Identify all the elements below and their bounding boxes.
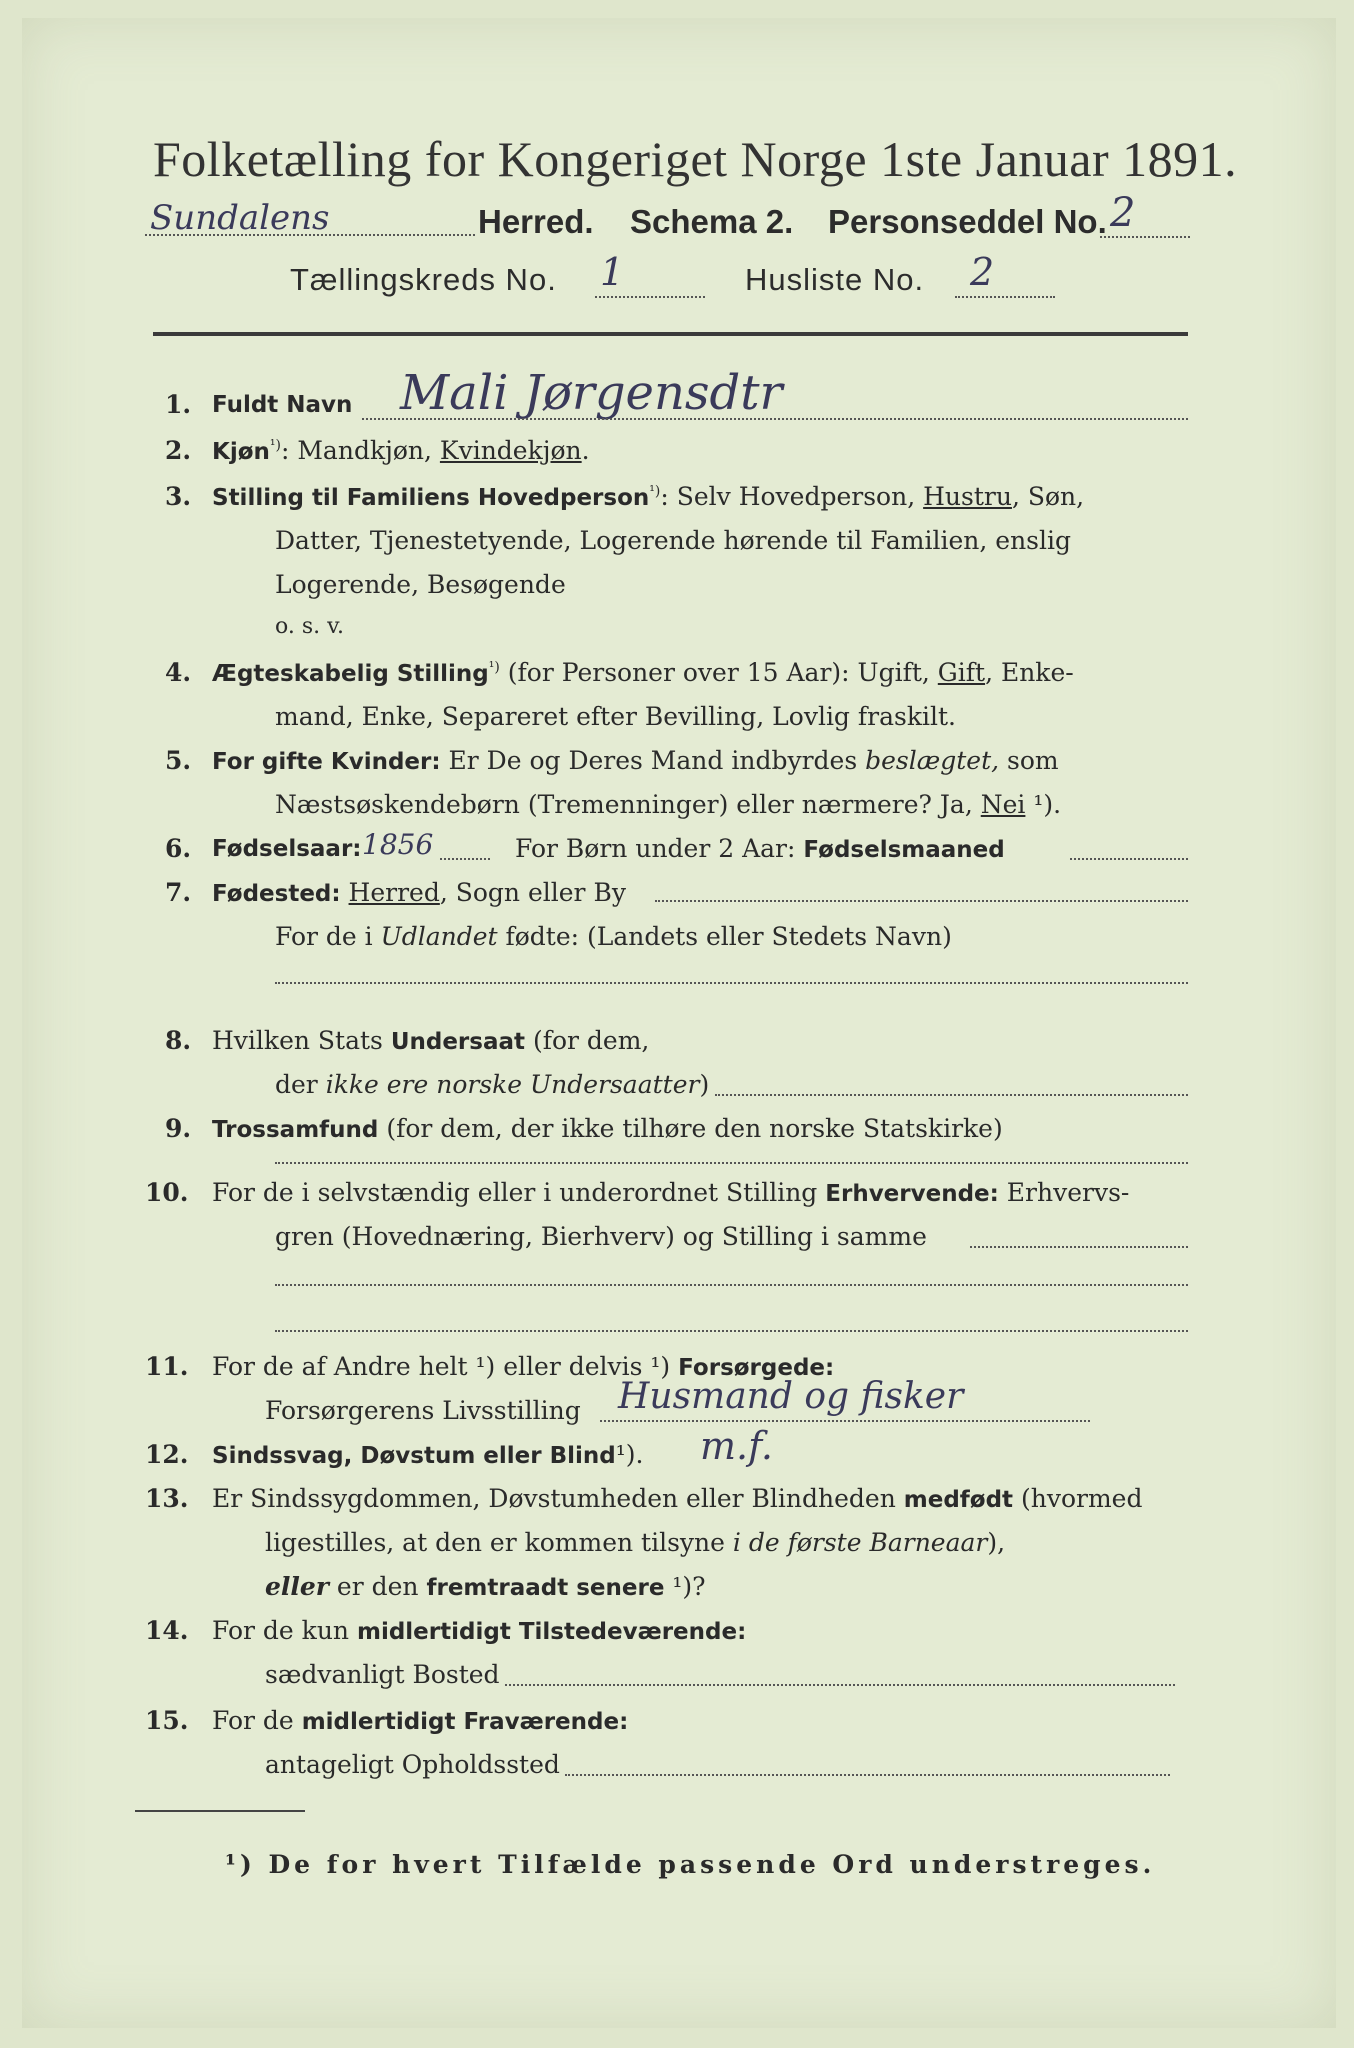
q7-number: 7.	[165, 878, 192, 907]
q1-dotted-line	[362, 418, 1188, 420]
q12-line1	[212, 1440, 644, 1469]
q2-sup: ¹)	[269, 437, 281, 454]
q7-text-a: , Sogn eller By	[439, 878, 626, 907]
q8-italic: ikke ere norske Undersaatter	[325, 1070, 700, 1099]
q9-dotted-line	[275, 1162, 1188, 1164]
q3-line3: Logerende, Besøgende	[275, 570, 566, 599]
q8-number: 8.	[165, 1026, 192, 1055]
personseddel-label: Personseddel No.	[828, 203, 1107, 240]
q2-number: 2.	[165, 436, 192, 465]
q5-line1	[212, 746, 1059, 775]
q6-text-a: For Børn under 2 Aar:	[515, 834, 804, 863]
footnote: ¹) De for hvert Tilfælde passende Ord understreges.	[225, 1850, 1156, 1879]
q14-label: midlertidigt Tilstedeværende:	[356, 1619, 747, 1645]
q3-sup: ¹)	[649, 483, 661, 500]
q6-line-b	[515, 834, 1005, 863]
personseddel-number: 2	[1110, 190, 1136, 236]
taellingskreds-number: 1	[600, 250, 625, 294]
q14-line2: sædvanligt Bosted	[265, 1660, 500, 1689]
husliste-dotted-line	[955, 296, 1055, 298]
q7-dotted-line-1	[655, 900, 1188, 902]
q13-line3	[265, 1572, 706, 1601]
q10-line1	[212, 1178, 1129, 1207]
q9-line1	[212, 1114, 1003, 1143]
q3-underlined: Hustru	[923, 482, 1012, 511]
q11-number: 11.	[145, 1352, 189, 1381]
taellingskreds-dotted-line	[595, 296, 705, 298]
q7-dotted-line-2	[275, 982, 1188, 984]
q4-text-a: (for Personer over 15 Aar): Ugift,	[499, 658, 938, 687]
q5-line2a: Næstsøskendebørn (Tremenninger) eller nærmere? Ja,	[275, 790, 981, 819]
q13-line2	[265, 1528, 1005, 1557]
q13-line3b: er den	[328, 1572, 427, 1601]
q15-text-a: For de	[212, 1706, 302, 1735]
q13-line3c: ¹)?	[664, 1572, 706, 1601]
q8-line2a: der	[275, 1070, 326, 1099]
q10-text-b: Erhvervs-	[998, 1178, 1130, 1207]
q7-line2b: fødte: (Landets eller Stedets Navn)	[497, 922, 952, 951]
q5-line2b: ¹).	[1025, 790, 1062, 819]
q5-text-b: som	[999, 746, 1059, 775]
herred-handwritten: Sundalens	[150, 198, 330, 238]
header-rule	[153, 332, 1188, 336]
q10-label: Erhvervende:	[825, 1181, 999, 1207]
q14-number: 14.	[145, 1616, 189, 1645]
q6-year-dotted-line	[440, 858, 490, 860]
q1-answer-name: Mali Jørgensdtr	[400, 365, 783, 421]
q7-underlined: Herred	[348, 878, 440, 907]
q3-label: Stilling til Familiens Hovedperson	[212, 485, 650, 511]
q8-text-b: (for dem,	[525, 1026, 650, 1055]
q1-label: Fuldt Navn	[212, 392, 353, 418]
q5-label: For gifte Kvinder:	[212, 749, 441, 775]
q10-line2: gren (Hovednæring, Bierhverv) og Stilling i samme	[275, 1222, 927, 1251]
q3-text-a: : Selv Hovedperson,	[660, 482, 924, 511]
q6-number: 6.	[165, 834, 192, 863]
q8-text-a: Hvilken Stats	[212, 1026, 391, 1055]
q13-text-b: (hvormed	[1013, 1484, 1143, 1513]
q7-line1	[212, 878, 626, 907]
q11-answer: Husmand og fisker	[618, 1376, 964, 1417]
q4-number: 4.	[165, 658, 192, 687]
herred-dotted-line	[145, 234, 475, 236]
q1-number: 1.	[165, 390, 192, 419]
q13-number: 13.	[145, 1484, 189, 1513]
q4-label: Ægteskabelig Stilling	[212, 661, 489, 687]
q12-sup: ¹).	[615, 1440, 644, 1469]
q5-underlined: Nei	[980, 790, 1026, 819]
q4-sup: ¹)	[488, 659, 500, 676]
q2-line	[212, 436, 590, 465]
q13-italic: i de første Barneaar	[732, 1528, 988, 1557]
q13-label3: fremtraadt senere	[426, 1575, 665, 1601]
q2-text-b: .	[581, 436, 590, 465]
q12-answer: m.f.	[700, 1424, 773, 1468]
q6-label: Fødselsaar:	[212, 836, 362, 862]
q14-dotted-line	[505, 1684, 1175, 1686]
q9-label: Trossamfund	[212, 1117, 379, 1143]
q14-text-a: For de kun	[212, 1616, 357, 1645]
q5-italic: beslægtet,	[865, 746, 1000, 775]
q3-text-b: , Søn,	[1011, 482, 1085, 511]
husliste-label: Husliste No.	[745, 262, 925, 297]
q3-number: 3.	[165, 482, 192, 511]
q8-label: Undersaat	[390, 1029, 525, 1055]
q7-line2a: For de i	[275, 922, 381, 951]
taellingskreds-label: Tællingskreds No.	[290, 262, 557, 297]
q4-underlined: Gift	[937, 658, 986, 687]
q9-number: 9.	[165, 1114, 192, 1143]
q13-line3a: eller	[265, 1572, 329, 1601]
q5-number: 5.	[165, 746, 192, 775]
q12-label: Sindssvag, Døvstum eller Blind	[212, 1443, 616, 1469]
q13-line2a: ligestilles, at den er kommen tilsyne	[265, 1528, 733, 1557]
q4-text-b: , Enke-	[985, 658, 1074, 687]
husliste-number: 2	[970, 250, 995, 294]
q2-label: Kjøn	[212, 439, 270, 465]
q10-dotted-line-2	[275, 1284, 1188, 1286]
q8-dotted-line	[715, 1094, 1188, 1096]
q13-label: medfødt	[903, 1487, 1014, 1513]
form-title: Folketælling for Kongeriget Norge 1ste Januar 1891.	[153, 131, 1238, 187]
q8-line2	[275, 1070, 709, 1099]
q10-number: 10.	[145, 1178, 189, 1207]
q10-text-a: For de i selvstændig eller i underordnet Stilling	[212, 1178, 826, 1207]
q7-italic: Udlandet	[380, 922, 498, 951]
q15-dotted-line	[565, 1774, 1170, 1776]
q11-line2: Forsørgerens Livsstilling	[265, 1396, 581, 1425]
q8-line2b: )	[699, 1070, 710, 1099]
q2-text-a: : Mandkjøn,	[280, 436, 440, 465]
q4-line2: mand, Enke, Separeret efter Bevilling, Lovlig fraskilt.	[275, 702, 956, 731]
footnote-rule	[135, 1810, 305, 1812]
q15-number: 15.	[145, 1706, 189, 1735]
q10-dotted-line-3	[275, 1330, 1188, 1332]
personseddel-dotted-line	[1100, 236, 1190, 238]
q7-label: Fødested:	[212, 881, 341, 907]
q8-line1	[212, 1026, 649, 1055]
q11-label: Forsørgede:	[678, 1355, 835, 1381]
q3-line2: Datter, Tjenestetyende, Logerende hørende til Familien, enslig	[275, 526, 1072, 555]
q6-answer-year: 1856	[362, 828, 434, 861]
schema-label: Schema 2.	[630, 203, 794, 240]
q15-label: midlertidigt Fraværende:	[301, 1709, 629, 1735]
q6-month-dotted-line	[1070, 858, 1188, 860]
q5-line2	[275, 790, 1061, 819]
q13-line1	[212, 1484, 1142, 1513]
q15-line2: antageligt Opholdssted	[265, 1750, 560, 1779]
q7-line2	[275, 922, 952, 951]
q13-line2b: ),	[987, 1528, 1006, 1557]
q3-line1	[212, 482, 1084, 511]
q15-line1	[212, 1706, 628, 1735]
q5-text-a: Er De og Deres Mand indbyrdes	[440, 746, 866, 775]
q2-underlined: Kvindekjøn	[439, 436, 582, 465]
q9-text-a: (for dem, der ikke tilhøre den norske Statskirke)	[378, 1114, 1003, 1143]
q3-line4: o. s. v.	[275, 614, 344, 639]
q12-number: 12.	[145, 1440, 189, 1469]
herred-label: Herred.	[478, 203, 594, 240]
q11-dotted-line	[600, 1420, 1090, 1422]
q10-dotted-line-1	[970, 1246, 1188, 1248]
q14-line1	[212, 1616, 746, 1645]
q6-label2: Fødselsmaaned	[803, 837, 1005, 863]
q11-text-a: For de af Andre helt ¹) eller delvis ¹)	[212, 1352, 679, 1381]
q13-text-a: Er Sindssygdommen, Døvstumheden eller Blindheden	[212, 1484, 904, 1513]
q4-line1	[212, 658, 1074, 687]
